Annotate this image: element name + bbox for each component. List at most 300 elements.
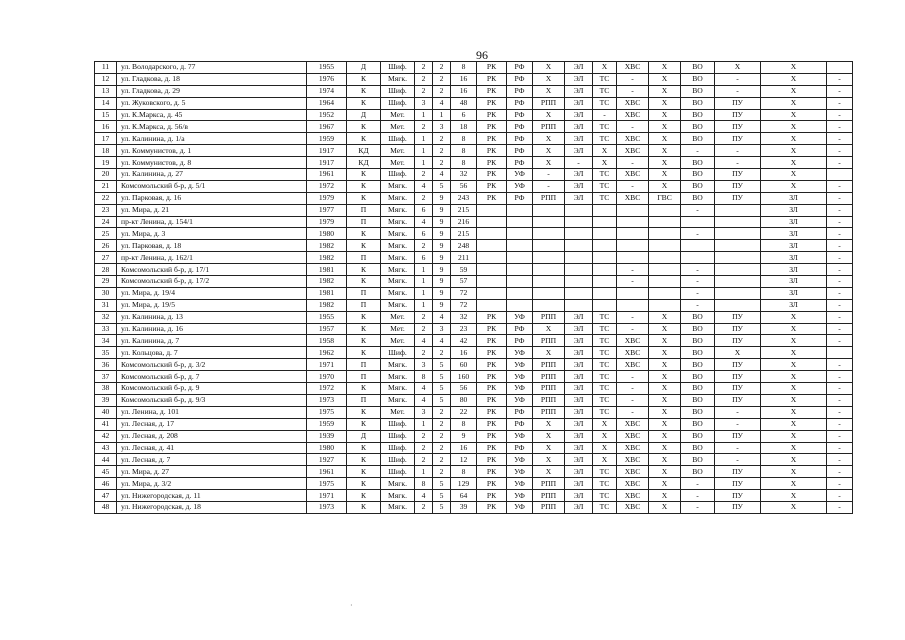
table-cell: П — [347, 204, 381, 216]
table-cell — [715, 287, 761, 299]
table-cell: Х — [649, 466, 681, 478]
table-cell: 16 — [451, 73, 477, 85]
row-number-cell: 36 — [95, 359, 117, 371]
address-cell: Комсомольский б-р, д. 17/2 — [117, 276, 307, 288]
table-cell: Мягк. — [381, 252, 415, 264]
table-cell: ЭЛ — [565, 335, 593, 347]
table-cell: Х — [649, 430, 681, 442]
address-cell: Комсомольский б-р, д. 9 — [117, 383, 307, 395]
table-cell: - — [617, 371, 649, 383]
table-row — [95, 490, 853, 502]
table-cell: ПУ — [715, 97, 761, 109]
table-cell: РК — [477, 442, 507, 454]
table-cell — [593, 240, 617, 252]
address-cell: ул. Парковая, д. 18 — [117, 240, 307, 252]
table-cell: Мягк. — [381, 228, 415, 240]
table-cell: К — [347, 490, 381, 502]
table-cell: К — [347, 192, 381, 204]
table-cell — [533, 276, 565, 288]
table-cell: ВО — [681, 383, 715, 395]
row-number-cell: 39 — [95, 394, 117, 406]
table-cell — [477, 276, 507, 288]
table-cell: К — [347, 276, 381, 288]
table-cell: К — [347, 478, 381, 490]
table-cell: Х — [533, 133, 565, 145]
table-cell: 2 — [415, 121, 433, 133]
table-cell: - — [827, 501, 853, 513]
table-cell: - — [617, 323, 649, 335]
table-row — [95, 299, 853, 311]
table-cell: Х — [649, 394, 681, 406]
table-cell: П — [347, 394, 381, 406]
table-cell: ЭЛ — [565, 383, 593, 395]
table-cell: Х — [533, 73, 565, 85]
table-cell: Х — [533, 454, 565, 466]
row-number-cell: 18 — [95, 145, 117, 157]
row-number-cell: 24 — [95, 216, 117, 228]
table-cell: К — [347, 240, 381, 252]
table-cell: ВО — [681, 169, 715, 181]
table-cell: Х — [761, 359, 827, 371]
table-cell: ВО — [681, 323, 715, 335]
table-cell: РПП — [533, 406, 565, 418]
table-cell: РК — [477, 430, 507, 442]
table-row — [95, 252, 853, 264]
table-cell: Х — [649, 169, 681, 181]
table-cell: РК — [477, 133, 507, 145]
table-cell: ПУ — [715, 109, 761, 121]
table-cell: 39 — [451, 501, 477, 513]
table-cell: - — [617, 383, 649, 395]
table-cell: 56 — [451, 383, 477, 395]
table-cell — [477, 228, 507, 240]
table-cell: ЗЛ — [761, 276, 827, 288]
table-cell: 1980 — [307, 442, 347, 454]
table-cell: Мет. — [381, 157, 415, 169]
table-cell: 8 — [451, 133, 477, 145]
address-cell: ул. Гладкова, д. 29 — [117, 85, 307, 97]
table-cell: Х — [649, 157, 681, 169]
table-cell: РК — [477, 145, 507, 157]
table-cell — [533, 228, 565, 240]
table-cell: 2 — [415, 430, 433, 442]
table-cell: Мягк. — [381, 276, 415, 288]
table-cell: ЭЛ — [565, 109, 593, 121]
table-cell: 1981 — [307, 264, 347, 276]
table-cell: П — [347, 299, 381, 311]
row-number-cell: 13 — [95, 85, 117, 97]
table-cell: - — [617, 276, 649, 288]
table-cell: 2 — [433, 73, 451, 85]
table-cell — [533, 264, 565, 276]
table-cell: ВО — [681, 442, 715, 454]
table-cell: К — [347, 466, 381, 478]
table-cell: - — [827, 97, 853, 109]
table-cell: ХВС — [617, 430, 649, 442]
table-cell: ПУ — [715, 323, 761, 335]
table-cell: 6 — [415, 228, 433, 240]
table-cell: 1 — [415, 466, 433, 478]
table-cell: - — [827, 133, 853, 145]
table-row — [95, 73, 853, 85]
table-cell: Х — [761, 109, 827, 121]
table-cell: 1970 — [307, 371, 347, 383]
table-cell: ТС — [593, 394, 617, 406]
table-cell: 2 — [433, 418, 451, 430]
table-row — [95, 478, 853, 490]
table-cell: 1975 — [307, 478, 347, 490]
table-cell: - — [827, 240, 853, 252]
table-cell: Д — [347, 62, 381, 74]
table-cell: Х — [593, 442, 617, 454]
table-row — [95, 383, 853, 395]
table-cell: - — [827, 228, 853, 240]
table-cell: - — [681, 264, 715, 276]
table-cell: Х — [593, 430, 617, 442]
table-cell: 23 — [451, 323, 477, 335]
table-cell: - — [827, 109, 853, 121]
table-cell: РФ — [507, 442, 533, 454]
table-cell: 4 — [415, 394, 433, 406]
table-cell: ПУ — [715, 383, 761, 395]
table-cell: К — [347, 418, 381, 430]
table-cell: 2 — [415, 192, 433, 204]
table-cell: РПП — [533, 383, 565, 395]
table-cell: - — [827, 418, 853, 430]
table-cell: ПУ — [715, 430, 761, 442]
address-cell: Комсомольский б-р, д. 17/1 — [117, 264, 307, 276]
table-cell: УФ — [507, 383, 533, 395]
table-cell: ТС — [593, 466, 617, 478]
table-cell: ЭЛ — [565, 347, 593, 359]
table-cell — [533, 252, 565, 264]
table-cell: ТС — [593, 359, 617, 371]
table-row — [95, 180, 853, 192]
table-cell: 1977 — [307, 204, 347, 216]
table-cell: ВО — [681, 73, 715, 85]
table-cell: Х — [649, 85, 681, 97]
table-cell: К — [347, 501, 381, 513]
table-cell: ЭЛ — [565, 192, 593, 204]
table-cell: П — [347, 359, 381, 371]
table-cell: 9 — [433, 287, 451, 299]
table-cell: - — [827, 204, 853, 216]
table-cell: ПУ — [715, 371, 761, 383]
table-cell: ЭЛ — [565, 73, 593, 85]
table-cell — [649, 228, 681, 240]
table-cell: Мягк. — [381, 287, 415, 299]
table-cell: УФ — [507, 430, 533, 442]
table-cell — [681, 216, 715, 228]
table-cell: ТС — [593, 73, 617, 85]
table-cell: 8 — [415, 478, 433, 490]
table-cell: РФ — [507, 157, 533, 169]
table-cell: - — [827, 299, 853, 311]
table-cell: Х — [649, 133, 681, 145]
table-cell: УФ — [507, 478, 533, 490]
table-cell: Х — [761, 478, 827, 490]
table-cell: ЗЛ — [761, 264, 827, 276]
table-row — [95, 276, 853, 288]
table-cell: Мет. — [381, 323, 415, 335]
table-cell — [477, 216, 507, 228]
table-cell: 1972 — [307, 383, 347, 395]
table-cell: ТС — [593, 501, 617, 513]
table-cell: Х — [533, 85, 565, 97]
table-cell: - — [827, 335, 853, 347]
row-number-cell: 21 — [95, 180, 117, 192]
table-row — [95, 192, 853, 204]
table-cell: 48 — [451, 97, 477, 109]
table-row — [95, 347, 853, 359]
table-cell: 9 — [451, 430, 477, 442]
table-cell: Х — [761, 133, 827, 145]
table-cell: Х — [649, 73, 681, 85]
row-number-cell: 31 — [95, 299, 117, 311]
table-row — [95, 311, 853, 323]
table-cell: 1917 — [307, 157, 347, 169]
table-cell — [681, 252, 715, 264]
row-number-cell: 28 — [95, 264, 117, 276]
table-cell: Х — [761, 62, 827, 74]
table-cell: ЗЛ — [761, 240, 827, 252]
table-cell: 12 — [451, 454, 477, 466]
table-cell: Шиф. — [381, 169, 415, 181]
table-cell: - — [827, 192, 853, 204]
table-cell: 1 — [415, 145, 433, 157]
table-cell: 1 — [415, 109, 433, 121]
table-cell: - — [681, 299, 715, 311]
address-cell: Комсомольский б-р, д. 7 — [117, 371, 307, 383]
row-number-cell: 25 — [95, 228, 117, 240]
table-cell: 1979 — [307, 192, 347, 204]
table-cell: 1982 — [307, 276, 347, 288]
table-cell: ГВС — [649, 192, 681, 204]
table-cell — [565, 264, 593, 276]
table-cell: 1 — [415, 418, 433, 430]
address-cell: ул. Лесная, д. 17 — [117, 418, 307, 430]
table-cell: Д — [347, 109, 381, 121]
table-cell: 2 — [415, 240, 433, 252]
table-cell: 2 — [415, 501, 433, 513]
table-cell: ХВС — [617, 62, 649, 74]
table-cell: 22 — [451, 406, 477, 418]
table-cell: 42 — [451, 335, 477, 347]
table-cell: 2 — [415, 442, 433, 454]
table-cell: 72 — [451, 287, 477, 299]
table-cell: - — [827, 145, 853, 157]
table-cell: Х — [593, 62, 617, 74]
table-cell: 1964 — [307, 97, 347, 109]
table-cell: ВО — [681, 85, 715, 97]
table-cell: Х — [761, 157, 827, 169]
table-cell: 9 — [433, 216, 451, 228]
table-cell: 1975 — [307, 406, 347, 418]
table-cell: 1955 — [307, 311, 347, 323]
table-cell: РК — [477, 62, 507, 74]
table-cell: Шиф. — [381, 97, 415, 109]
table-cell: Х — [533, 157, 565, 169]
address-cell: ул. Кольцова, д. 7 — [117, 347, 307, 359]
row-number-cell: 12 — [95, 73, 117, 85]
table-cell: 9 — [433, 252, 451, 264]
table-cell: РК — [477, 418, 507, 430]
table-cell: ТС — [593, 478, 617, 490]
table-cell: 211 — [451, 252, 477, 264]
table-cell: К — [347, 323, 381, 335]
table-cell: 1973 — [307, 394, 347, 406]
table-cell: Х — [533, 430, 565, 442]
table-cell: - — [827, 466, 853, 478]
table-cell: РПП — [533, 501, 565, 513]
table-cell: Шиф. — [381, 85, 415, 97]
row-number-cell: 26 — [95, 240, 117, 252]
table-cell: 9 — [433, 192, 451, 204]
table-cell: Х — [593, 157, 617, 169]
table-cell: 3 — [415, 97, 433, 109]
address-cell: ул. Нижегородская, д. 18 — [117, 501, 307, 513]
table-cell: 2 — [433, 133, 451, 145]
table-cell: - — [617, 394, 649, 406]
table-cell — [507, 204, 533, 216]
table-cell: 32 — [451, 169, 477, 181]
table-cell: 1980 — [307, 228, 347, 240]
table-cell: Мягк. — [381, 204, 415, 216]
table-cell — [715, 252, 761, 264]
table-cell: 1961 — [307, 466, 347, 478]
table-cell — [533, 204, 565, 216]
table-cell: УФ — [507, 347, 533, 359]
address-cell: ул. Мира, д. 19/4 — [117, 287, 307, 299]
table-cell: Х — [649, 406, 681, 418]
table-cell: 1981 — [307, 287, 347, 299]
table-cell: Х — [649, 121, 681, 133]
table-cell: РК — [477, 192, 507, 204]
table-cell: - — [681, 204, 715, 216]
table-row — [95, 216, 853, 228]
table-cell: 160 — [451, 371, 477, 383]
table-row — [95, 133, 853, 145]
table-row — [95, 359, 853, 371]
table-cell: Мягк. — [381, 478, 415, 490]
table-cell: Мет. — [381, 145, 415, 157]
address-cell: ул. Жуковского, д. 5 — [117, 97, 307, 109]
table-cell: ХВС — [617, 418, 649, 430]
table-cell — [477, 240, 507, 252]
table-cell: 4 — [415, 490, 433, 502]
table-cell: 1972 — [307, 180, 347, 192]
table-cell: - — [827, 490, 853, 502]
table-cell: - — [827, 383, 853, 395]
table-cell: 1939 — [307, 430, 347, 442]
table-cell: 1927 — [307, 454, 347, 466]
table-cell: - — [715, 85, 761, 97]
table-cell: 9 — [433, 264, 451, 276]
table-cell: 9 — [433, 299, 451, 311]
table-cell — [477, 287, 507, 299]
table-cell: Х — [761, 335, 827, 347]
table-cell: Х — [533, 466, 565, 478]
table-cell — [593, 276, 617, 288]
table-cell: ЭЛ — [565, 442, 593, 454]
table-cell — [533, 299, 565, 311]
table-cell: К — [347, 383, 381, 395]
table-cell: 1959 — [307, 133, 347, 145]
table-cell: ПУ — [715, 478, 761, 490]
table-cell — [827, 169, 853, 181]
table-cell: Х — [761, 466, 827, 478]
table-cell — [507, 240, 533, 252]
table-cell: - — [827, 157, 853, 169]
table-cell — [593, 204, 617, 216]
row-number-cell: 15 — [95, 109, 117, 121]
table-row — [95, 169, 853, 181]
table-cell: Х — [761, 73, 827, 85]
table-cell: ЭЛ — [565, 323, 593, 335]
table-cell: Х — [649, 418, 681, 430]
row-number-cell: 40 — [95, 406, 117, 418]
table-cell — [649, 240, 681, 252]
table-cell: ЗЛ — [761, 204, 827, 216]
address-cell: ул. Коммунистов, д. 8 — [117, 157, 307, 169]
table-cell: - — [827, 478, 853, 490]
table-cell — [649, 252, 681, 264]
table-cell: РК — [477, 501, 507, 513]
table-cell — [715, 240, 761, 252]
address-cell: ул. Калинина, д. 27 — [117, 169, 307, 181]
table-cell: УФ — [507, 311, 533, 323]
table-cell: ЭЛ — [565, 490, 593, 502]
table-row — [95, 287, 853, 299]
table-cell — [617, 204, 649, 216]
table-cell: 9 — [433, 276, 451, 288]
table-cell: ПУ — [715, 359, 761, 371]
row-number-cell: 23 — [95, 204, 117, 216]
table-cell: 32 — [451, 311, 477, 323]
table-cell: Мягк. — [381, 501, 415, 513]
table-cell: ТС — [593, 192, 617, 204]
table-cell: РК — [477, 383, 507, 395]
table-cell — [477, 252, 507, 264]
table-cell: ЭЛ — [565, 406, 593, 418]
table-cell: ЗЛ — [761, 287, 827, 299]
table-cell: Х — [649, 335, 681, 347]
table-cell: Х — [761, 406, 827, 418]
table-cell: УФ — [507, 501, 533, 513]
table-cell: Х — [761, 97, 827, 109]
table-cell: ХВС — [617, 192, 649, 204]
table-cell: ХВС — [617, 97, 649, 109]
table-cell: - — [827, 371, 853, 383]
table-cell — [565, 299, 593, 311]
table-cell: - — [827, 216, 853, 228]
table-row — [95, 335, 853, 347]
table-cell: 2 — [415, 85, 433, 97]
table-cell: ЗЛ — [761, 216, 827, 228]
table-cell: ХВС — [617, 359, 649, 371]
table-cell: 2 — [433, 454, 451, 466]
table-cell: - — [533, 169, 565, 181]
table-cell: 5 — [433, 180, 451, 192]
table-cell: П — [347, 216, 381, 228]
table-cell: ХВС — [617, 133, 649, 145]
table-body — [95, 62, 853, 514]
table-cell: Х — [761, 323, 827, 335]
table-cell: РПП — [533, 478, 565, 490]
table-cell: РК — [477, 311, 507, 323]
table-cell — [507, 276, 533, 288]
table-cell: ТС — [593, 133, 617, 145]
